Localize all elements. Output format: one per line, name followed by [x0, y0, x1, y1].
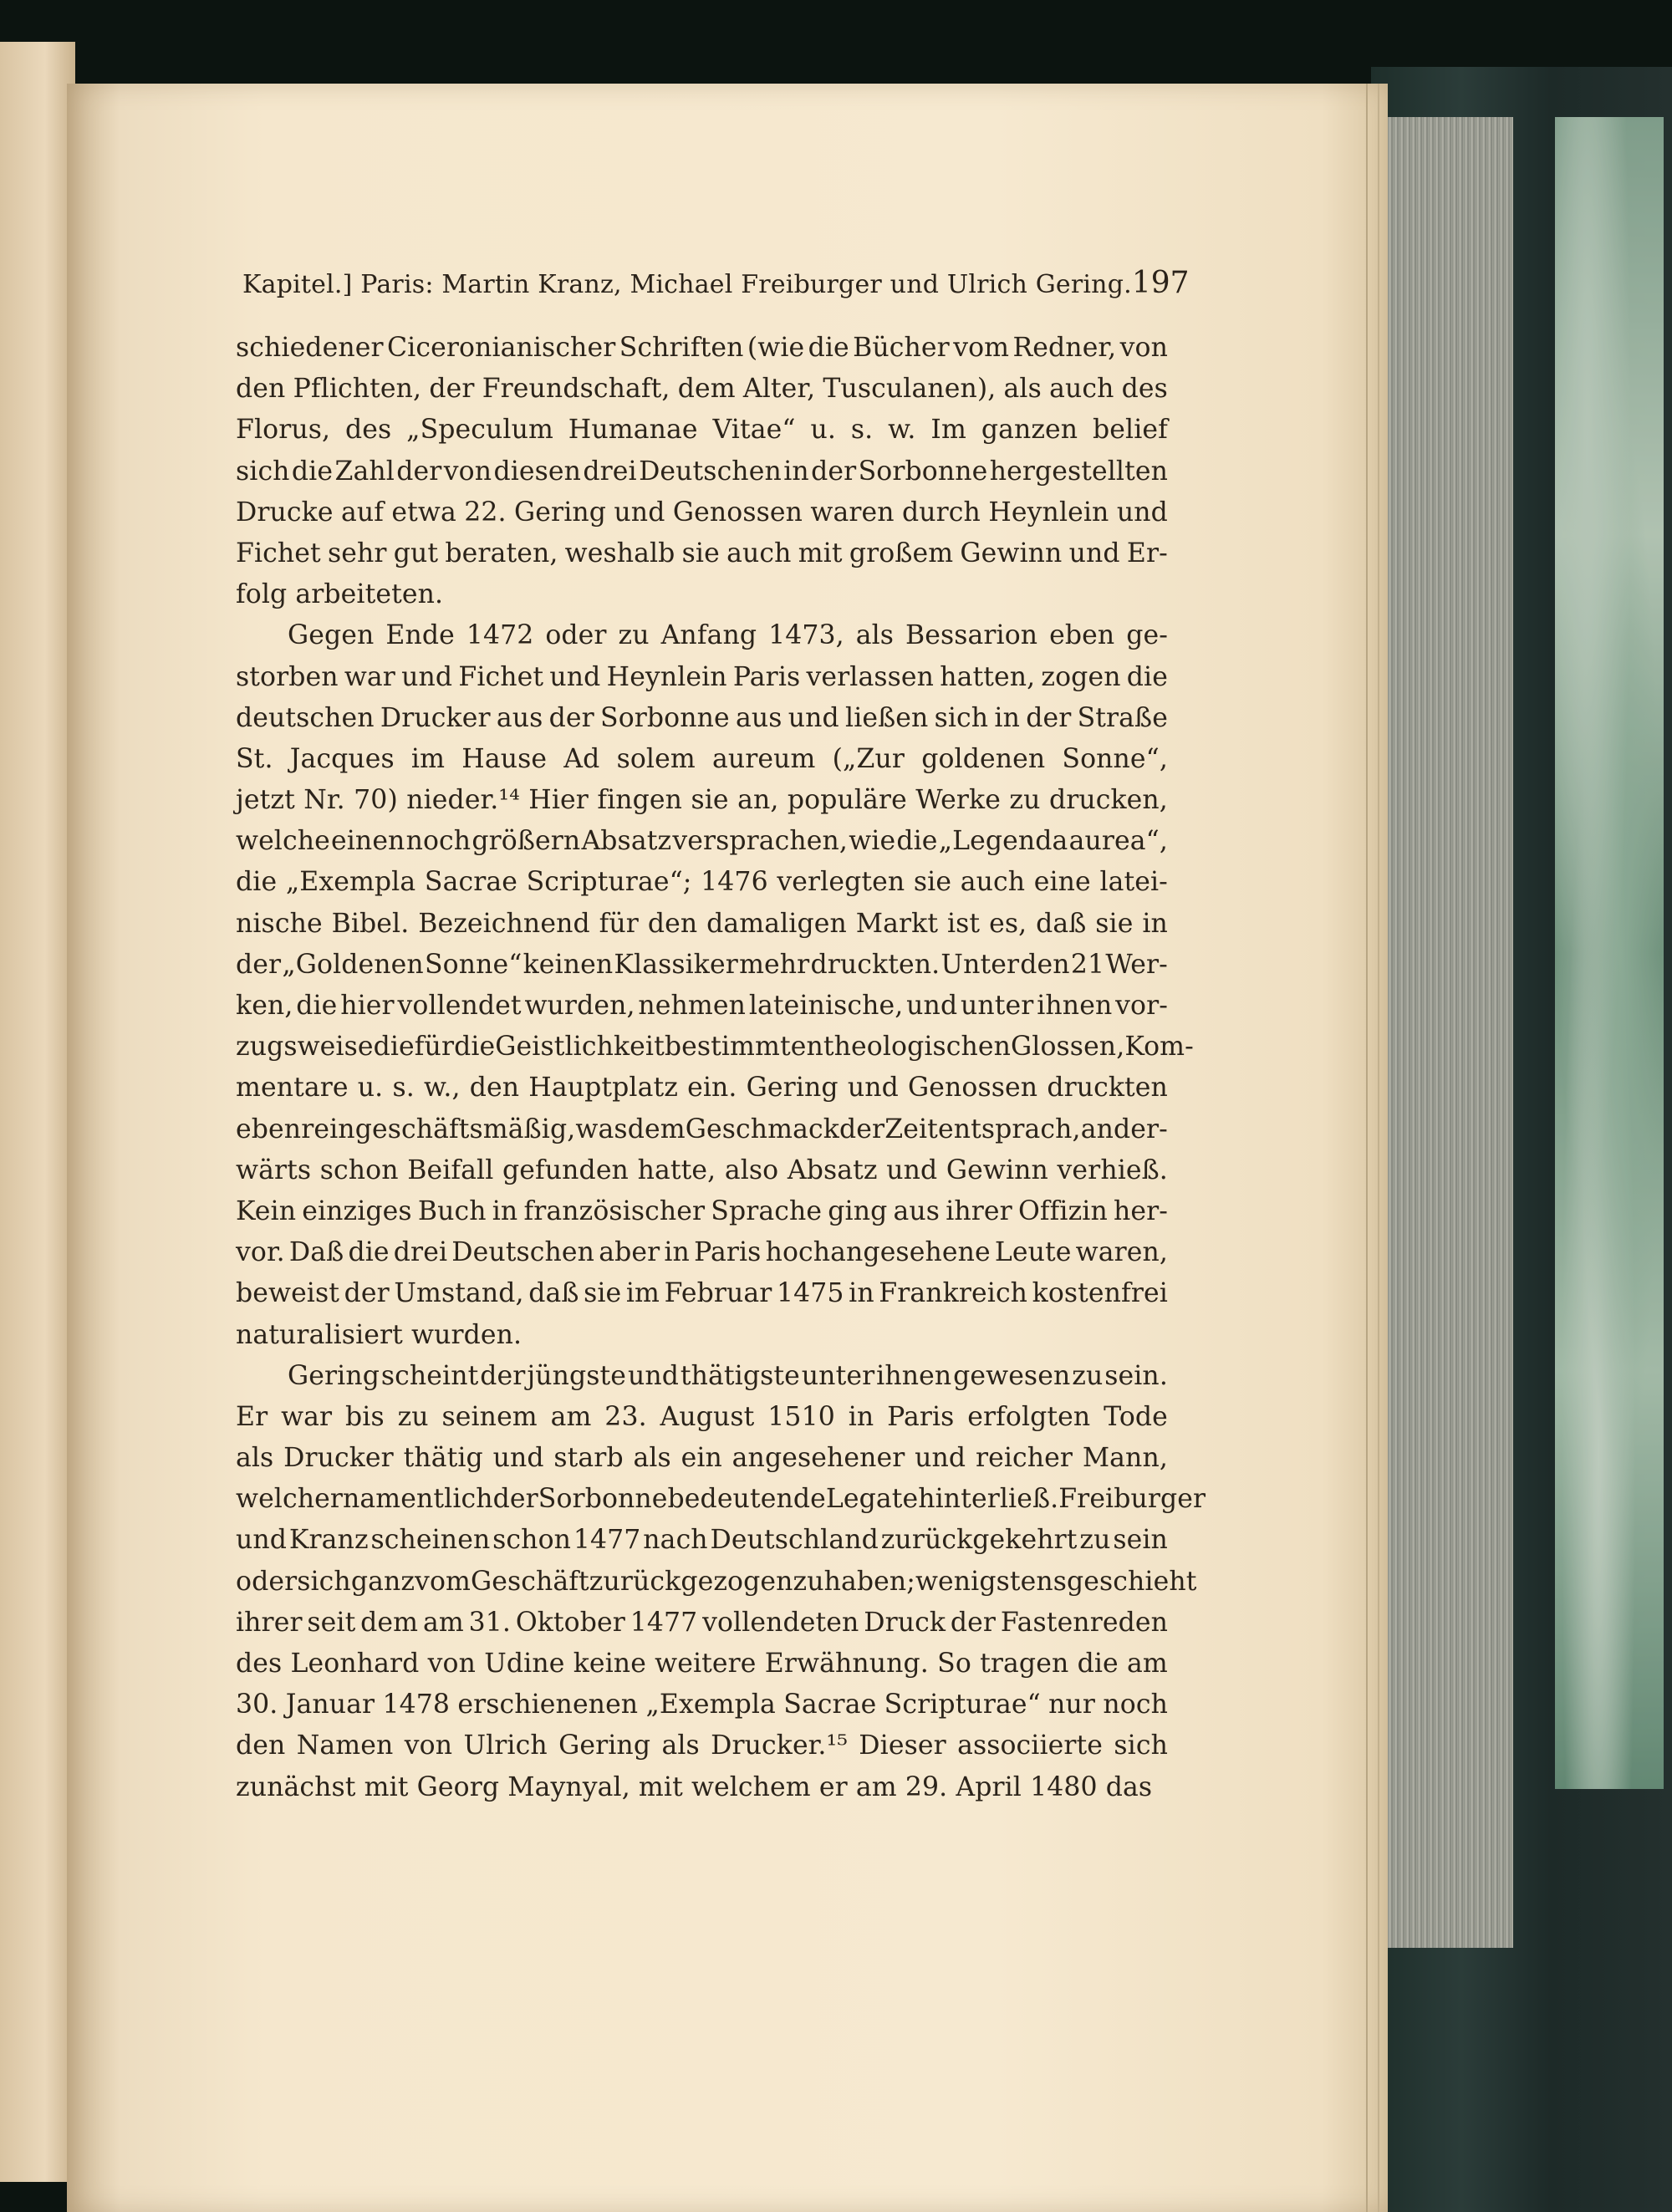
- text-line: Florus, des „Speculum Humanae Vitae“ u. s. w. Im ganzen belief: [236, 415, 1168, 446]
- text-line: Gegen Ende 1472 oder zu Anfang 1473, als Bessarion eben ge-: [288, 620, 1168, 651]
- text-line: Gering scheint der jüngste und thätigste unter ihnen gewesen zu sein.: [288, 1360, 1168, 1391]
- text-line: Er war bis zu seinem am 23. August 1510 in Paris erfolgten Tode: [236, 1401, 1168, 1432]
- text-line: den Pflichten, der Freundschaft, dem Alter, Tusculanen), als auch des: [236, 374, 1168, 405]
- text-line: vor. Daß die drei Deutschen aber in Paris hochangesehene Leute waren,: [236, 1237, 1168, 1268]
- text-line: nische Bibel. Bezeichnend für den damaligen Markt ist es, daß sie in: [236, 908, 1168, 939]
- text-line: Fichet sehr gut beraten, weshalb sie auch mit großem Gewinn und Er-: [236, 538, 1168, 568]
- page-edges: [1388, 117, 1513, 1948]
- text-line: der „Goldenen Sonne“ keinen Klassiker mehr druckten. Unter den 21 Wer-: [236, 949, 1168, 980]
- body-text: [236, 328, 1206, 1808]
- page-number: 197: [1131, 266, 1190, 300]
- page-header: [242, 266, 1190, 308]
- text-line: naturalisiert wurden.: [236, 1319, 522, 1350]
- text-line: und Kranz scheinen schon 1477 nach Deutschland zurückgekehrt zu sein: [236, 1525, 1168, 1556]
- text-line: wärts schon Beifall gefunden hatte, also Absatz und Gewinn verhieß.: [236, 1154, 1168, 1185]
- text-line: deutschen Drucker aus der Sorbonne aus und ließen sich in der Straße: [236, 702, 1168, 733]
- text-line: als Drucker thätig und starb als ein angesehener und reicher Mann,: [236, 1443, 1168, 1474]
- text-line: schiedener Ciceronianischer Schriften (wie die Bücher vom Redner, von: [236, 333, 1168, 363]
- text-line: folg arbeiteten.: [236, 579, 444, 610]
- text-line: ken, die hier vollendet wurden, nehmen lateinische, und unter ihnen vor-: [236, 991, 1168, 1021]
- text-line: die „Exempla Sacrae Scripturae“; 1476 verlegten sie auch eine latei-: [236, 867, 1168, 898]
- text-line: storben war und Fichet und Heynlein Paris verlassen hatten, zogen die: [236, 661, 1168, 692]
- text-line: sich die Zahl der von diesen drei Deutschen in der Sorbonne hergestellten: [236, 456, 1168, 487]
- text-line: beweist der Umstand, daß sie im Februar 1475 in Frankreich kostenfrei: [236, 1278, 1168, 1309]
- text-line: zunächst mit Georg Maynyal, mit welchem er am 29. April 1480 das: [236, 1771, 1153, 1802]
- text-line: mentare u. s. w., den Hauptplatz ein. Gering und Genossen druckten: [236, 1073, 1168, 1103]
- text-line: Drucke auf etwa 22. Gering und Genossen waren durch Heynlein und: [236, 497, 1168, 528]
- text-line: eben rein geschäftsmäßig, was dem Geschmack der Zeit entsprach, ander-: [236, 1114, 1168, 1144]
- text-line: 30. Januar 1478 erschienenen „Exempla Sacrae Scripturae“ nur noch: [236, 1690, 1168, 1720]
- text-line: ihrer seit dem am 31. Oktober 1477 vollendeten Druck der Fastenreden: [236, 1607, 1168, 1638]
- text-line: welcher namentlich der Sorbonne bedeutende Legate hinterließ. Freiburger: [236, 1484, 1206, 1515]
- text-line: welche einen noch größern Absatz versprachen, wie die „Legenda aurea“,: [236, 826, 1168, 857]
- text-line: oder sich ganz vom Geschäft zurückgezogen zu haben; wenigstens geschieht: [236, 1566, 1197, 1597]
- running-title: Kapitel.] Paris: Martin Kranz, Michael Freiburger und Ulrich Gering.: [242, 270, 1132, 299]
- text-line: Kein einziges Buch in französischer Sprache ging aus ihrer Offizin her-: [236, 1195, 1168, 1226]
- left-page-edge: [0, 42, 75, 2182]
- text-line: zugsweise die für die Geistlichkeit bestimmten theologischen Glossen, Kom-: [236, 1032, 1194, 1063]
- text-line: St. Jacques im Hause Ad solem aureum („Zur goldenen Sonne“,: [236, 743, 1168, 774]
- text-line: des Leonhard von Udine keine weitere Erwähnung. So tragen die am: [236, 1649, 1168, 1679]
- marbled-endpaper: [1555, 117, 1664, 1789]
- text-line: jetzt Nr. 70) nieder.¹⁴ Hier fingen sie an, populäre Werke zu drucken,: [236, 785, 1168, 816]
- text-line: den Namen von Ulrich Gering als Drucker.¹⁵ Dieser associierte sich: [236, 1730, 1168, 1761]
